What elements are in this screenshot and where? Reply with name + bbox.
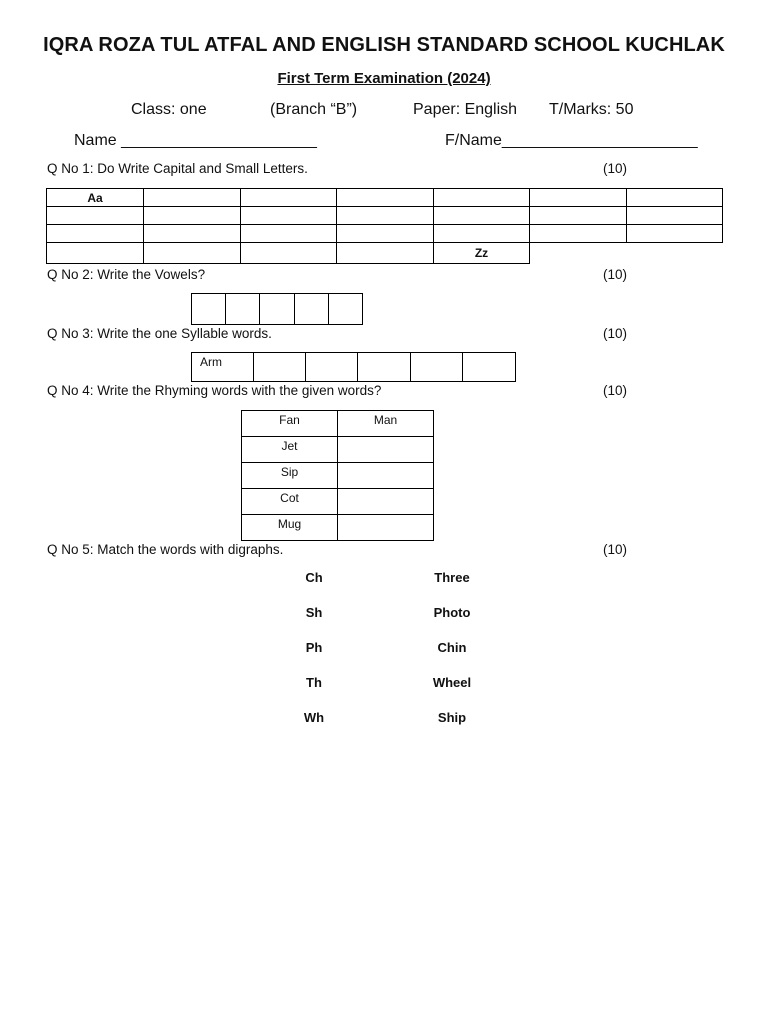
rhyme-answer[interactable] xyxy=(338,515,434,541)
question-5: Q No 5: Match the words with digraphs. xyxy=(47,542,284,557)
letter-cell[interactable] xyxy=(337,225,434,243)
syllable-box[interactable] xyxy=(411,353,463,382)
question-1: Q No 1: Do Write Capital and Small Letters. xyxy=(47,161,308,176)
letter-cell[interactable] xyxy=(144,243,241,264)
question-4: Q No 4: Write the Rhyming words with the given words? xyxy=(47,383,382,398)
vowel-box[interactable] xyxy=(329,294,363,325)
digraph-item[interactable]: Th xyxy=(306,675,322,690)
question-2: Q No 2: Write the Vowels? xyxy=(47,267,206,282)
vowel-box[interactable] xyxy=(295,294,329,325)
vowel-box[interactable] xyxy=(260,294,295,325)
question-3-marks: (10) xyxy=(603,326,628,341)
vowels-boxes xyxy=(191,293,363,325)
letters-grid xyxy=(46,188,723,264)
exam-title: First Term Examination (2024) xyxy=(277,70,491,87)
match-word[interactable]: Three xyxy=(434,570,470,585)
letter-cell[interactable] xyxy=(47,207,144,225)
letter-cell[interactable] xyxy=(241,225,337,243)
letter-cell[interactable] xyxy=(530,225,627,243)
letter-cell-last[interactable]: Zz xyxy=(434,243,530,264)
digraph-item[interactable]: Ch xyxy=(305,570,323,585)
letter-cell[interactable] xyxy=(337,243,434,264)
vowel-box[interactable] xyxy=(192,294,226,325)
letter-cell[interactable] xyxy=(241,243,337,264)
rhyme-word: Fan xyxy=(242,411,338,437)
letter-cell[interactable] xyxy=(434,189,530,207)
syllable-box[interactable] xyxy=(358,353,411,382)
letter-cell[interactable] xyxy=(47,225,144,243)
rhyme-word: Mug xyxy=(242,515,338,541)
letter-cell[interactable] xyxy=(241,189,337,207)
empty-space xyxy=(530,243,627,264)
letter-cell[interactable] xyxy=(434,225,530,243)
match-word[interactable]: Ship xyxy=(437,710,467,725)
letter-cell[interactable] xyxy=(627,189,723,207)
digraph-item[interactable]: Ph xyxy=(305,640,323,655)
rhyme-answer[interactable] xyxy=(338,437,434,463)
school-title: IQRA ROZA TUL ATFAL AND ENGLISH STANDARD SCHOOL KUCHLAK xyxy=(43,34,725,56)
question-3: Q No 3: Write the one Syllable words. xyxy=(47,326,272,341)
syllable-box[interactable] xyxy=(306,353,358,382)
letter-cell[interactable] xyxy=(627,225,723,243)
match-word[interactable]: Photo xyxy=(433,605,471,620)
match-word[interactable]: Chin xyxy=(437,640,467,655)
total-marks-label: T/Marks: 50 xyxy=(549,101,634,118)
question-5-marks: (10) xyxy=(603,542,628,557)
match-word[interactable]: Wheel xyxy=(432,675,472,690)
letter-cell[interactable] xyxy=(434,207,530,225)
father-name-field[interactable]: F/Name______________________ xyxy=(445,132,698,149)
letter-cell[interactable] xyxy=(144,225,241,243)
rhyming-table xyxy=(241,410,434,541)
vowel-box[interactable] xyxy=(226,294,260,325)
rhyme-word: Cot xyxy=(242,489,338,515)
digraph-item[interactable]: Sh xyxy=(305,605,323,620)
letter-cell[interactable] xyxy=(144,207,241,225)
empty-space xyxy=(627,243,723,264)
rhyme-answer[interactable] xyxy=(338,463,434,489)
rhyme-word: Sip xyxy=(242,463,338,489)
question-2-marks: (10) xyxy=(603,267,628,282)
letter-cell[interactable] xyxy=(241,207,337,225)
student-name-field[interactable]: Name ______________________ xyxy=(74,132,317,149)
letter-cell[interactable] xyxy=(530,207,627,225)
branch-label: (Branch “B”) xyxy=(270,101,358,118)
rhyme-word: Jet xyxy=(242,437,338,463)
letter-cell[interactable] xyxy=(337,189,434,207)
letter-cell[interactable] xyxy=(47,243,144,264)
class-label: Class: one xyxy=(131,101,207,118)
syllable-box[interactable] xyxy=(463,353,516,382)
syllable-boxes xyxy=(191,352,516,382)
syllable-box[interactable] xyxy=(254,353,306,382)
letter-cell-first[interactable]: Aa xyxy=(47,189,144,207)
question-4-marks: (10) xyxy=(603,383,628,398)
rhyme-answer[interactable] xyxy=(338,489,434,515)
paper-label: Paper: English xyxy=(413,101,518,118)
syllable-box-example[interactable]: Arm xyxy=(192,353,254,382)
letter-cell[interactable] xyxy=(337,207,434,225)
digraph-item[interactable]: Wh xyxy=(303,710,325,725)
letter-cell[interactable] xyxy=(627,207,723,225)
question-1-marks: (10) xyxy=(603,161,628,176)
letter-cell[interactable] xyxy=(530,189,627,207)
rhyme-answer[interactable]: Man xyxy=(338,411,434,437)
letter-cell[interactable] xyxy=(144,189,241,207)
